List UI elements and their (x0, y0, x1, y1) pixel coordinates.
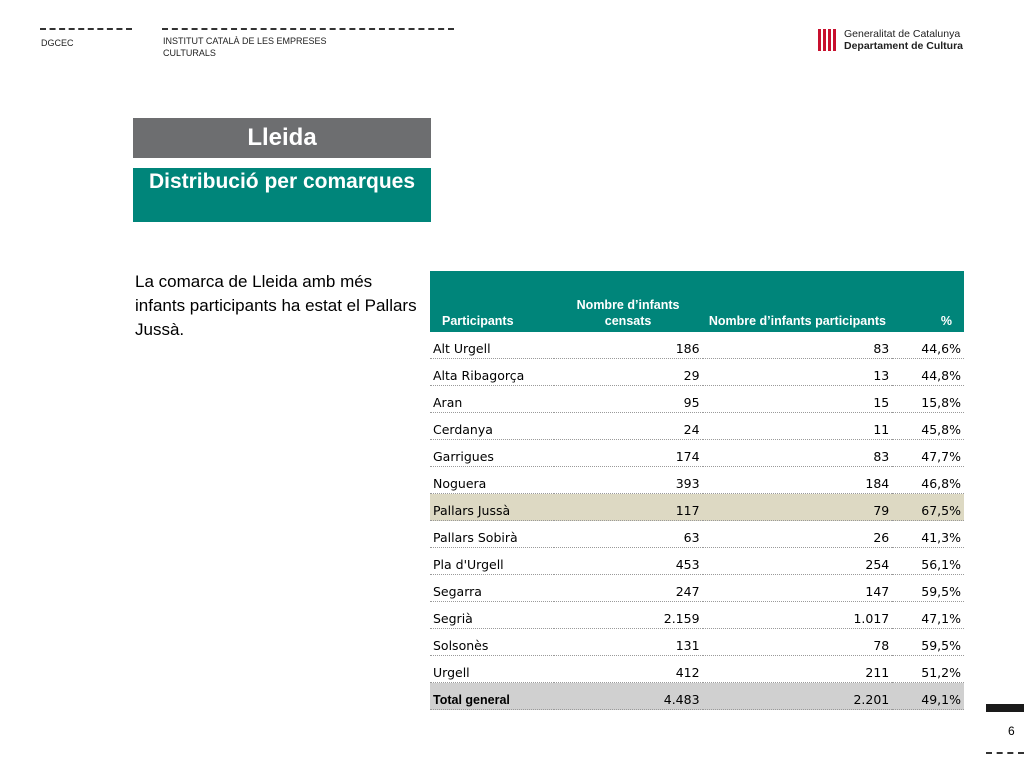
table-row (430, 359, 964, 386)
cell-censats: 131 (554, 629, 703, 656)
table-row (430, 413, 964, 440)
cell-percent: 47,7% (892, 440, 964, 467)
cell-censats: 412 (554, 656, 703, 683)
header-left-label: DGCEC (41, 38, 74, 48)
cell-participants: 254 (703, 548, 893, 575)
cell-total-censats: 4.483 (554, 683, 703, 710)
cell-comarca: Segarra (430, 575, 554, 602)
cell-censats: 186 (554, 332, 703, 359)
cell-comarca: Solsonès (430, 629, 554, 656)
cell-censats: 393 (554, 467, 703, 494)
table-row (430, 656, 964, 683)
cell-percent: 44,8% (892, 359, 964, 386)
cell-comarca: Alt Urgell (430, 332, 554, 359)
cell-comarca: Pallars Sobirà (430, 521, 554, 548)
cell-comarca: Pallars Jussà (430, 494, 554, 521)
table-header-row (430, 271, 964, 332)
intro-text: La comarca de Lleida amb més infants participants ha estat el Pallars Jussà. (135, 272, 417, 339)
cell-comarca: Pla d'Urgell (430, 548, 554, 575)
table-row (430, 575, 964, 602)
logo-line1: Generalitat de Catalunya (844, 28, 961, 40)
header-center-label-line1: INSTITUT CATALÀ DE LES EMPRESES (163, 36, 327, 46)
cell-percent: 46,8% (892, 467, 964, 494)
cell-comarca: Noguera (430, 467, 554, 494)
cell-percent: 56,1% (892, 548, 964, 575)
logo-text (844, 28, 963, 52)
cell-participants: 11 (703, 413, 893, 440)
column-header-percent: % (892, 271, 964, 332)
header-center-label-line2: CULTURALS (163, 48, 216, 58)
cell-participants: 147 (703, 575, 893, 602)
cell-censats: 63 (554, 521, 703, 548)
cell-participants: 1.017 (703, 602, 893, 629)
organization-logo (818, 28, 963, 52)
cell-censats: 2.159 (554, 602, 703, 629)
column-header-infants-censats: Nombre d’infants censats (554, 271, 703, 332)
cell-percent: 44,6% (892, 332, 964, 359)
cell-total-participants: 2.201 (703, 683, 893, 710)
footer-bar (986, 704, 1024, 712)
table-row (430, 332, 964, 359)
cell-censats: 117 (554, 494, 703, 521)
cell-comarca: Alta Ribagorça (430, 359, 554, 386)
header-divider-left (40, 28, 132, 30)
cell-percent: 41,3% (892, 521, 964, 548)
cell-comarca: Garrigues (430, 440, 554, 467)
column-header-infants-participants: Nombre d’infants participants (703, 271, 893, 332)
table-row (430, 602, 964, 629)
table-row (430, 467, 964, 494)
cell-comarca: Aran (430, 386, 554, 413)
cell-participants: 13 (703, 359, 893, 386)
cell-comarca: Urgell (430, 656, 554, 683)
table-row (430, 386, 964, 413)
table-row (430, 521, 964, 548)
table-row (430, 629, 964, 656)
cell-percent: 67,5% (892, 494, 964, 521)
cell-censats: 453 (554, 548, 703, 575)
cell-percent: 47,1% (892, 602, 964, 629)
cell-censats: 247 (554, 575, 703, 602)
cell-censats: 95 (554, 386, 703, 413)
cell-percent: 59,5% (892, 629, 964, 656)
table-total-row (430, 683, 964, 710)
cell-total-label: Total general (430, 683, 554, 710)
table-row (430, 548, 964, 575)
cell-percent: 59,5% (892, 575, 964, 602)
page-title: Lleida (133, 118, 431, 158)
cell-censats: 24 (554, 413, 703, 440)
footer-divider (986, 752, 1024, 754)
cell-participants: 79 (703, 494, 893, 521)
participants-table (430, 271, 964, 710)
cell-total-percent: 49,1% (892, 683, 964, 710)
page-number: 6 (1008, 724, 1015, 738)
senyera-icon (818, 29, 838, 51)
cell-participants: 78 (703, 629, 893, 656)
cell-participants: 83 (703, 440, 893, 467)
page-subtitle: Distribució per comarques (133, 168, 431, 222)
logo-line2: Departament de Cultura (844, 40, 964, 52)
cell-censats: 174 (554, 440, 703, 467)
table-row-highlighted (430, 494, 964, 521)
column-header-participants: Participants (430, 271, 554, 332)
cell-percent: 51,2% (892, 656, 964, 683)
cell-participants: 184 (703, 467, 893, 494)
cell-participants: 26 (703, 521, 893, 548)
cell-participants: 83 (703, 332, 893, 359)
cell-comarca: Cerdanya (430, 413, 554, 440)
cell-percent: 15,8% (892, 386, 964, 413)
header-divider-center (162, 28, 454, 30)
cell-censats: 29 (554, 359, 703, 386)
cell-participants: 211 (703, 656, 893, 683)
table-row (430, 440, 964, 467)
cell-participants: 15 (703, 386, 893, 413)
cell-comarca: Segrià (430, 602, 554, 629)
cell-percent: 45,8% (892, 413, 964, 440)
